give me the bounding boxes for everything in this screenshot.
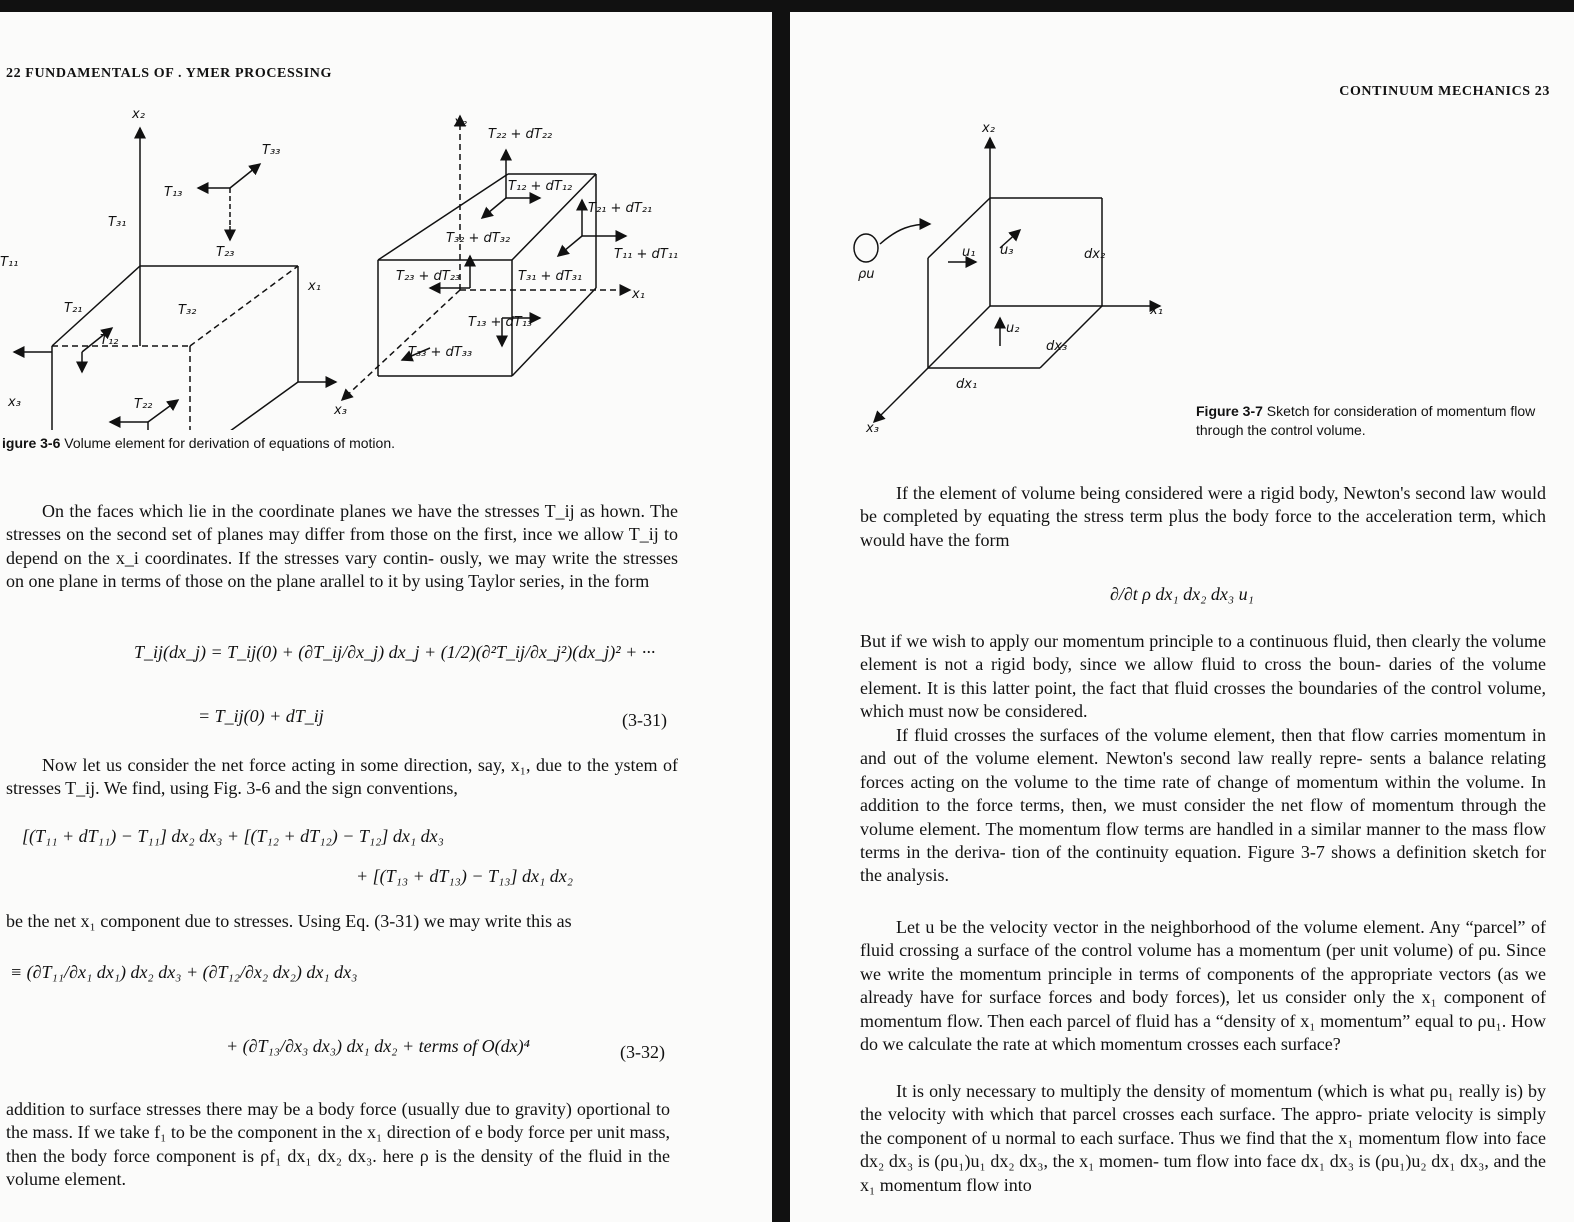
fig6-T11-left: T₁₁: [0, 255, 19, 270]
figure-3-7-text: Sketch for consideration of momentum flow through the control volume.: [1196, 403, 1536, 438]
scan-shadow-right: [790, 0, 1574, 12]
fig7-dx3: dx₃: [1046, 339, 1068, 354]
eq-3-31-line-1: T_ij(dx_j) = T_ij(0) + (∂T_ij/∂x_j) dx_j + (1/2)(∂²T_ij/∂x_j²)(dx_j)² + ···: [134, 642, 656, 662]
fig6-dT32: T₃₂ + dT₃₂: [446, 231, 511, 246]
left-paragraph-3: be the net x₁ component due to stresses. Using Eq. (3-31) we may write this as: [6, 911, 572, 931]
fig6-T23-left: T₂₃: [216, 245, 235, 260]
fig6-dT22: T₂₂ + dT₂₂: [488, 127, 553, 142]
fig6-x1-left: x₁: [308, 279, 321, 294]
scan-shadow: [0, 0, 772, 12]
fig7-x2: x₂: [982, 121, 995, 136]
eq-3-32-line-2: + (∂T₁₃/∂x₃ dx₃) dx₁ dx₂ + terms of O(dx)⁴: [226, 1036, 530, 1056]
fig7-x3: x₃: [866, 421, 879, 436]
fig6-T21-left: T₂₁: [64, 301, 83, 316]
right-paragraph-3: If fluid crosses the surfaces of the volume element, then that flow carries momentum in and out of the volume element. Newton's second law really repre- sents a balance relating forces acting on the volume to the time rate of change of momentum within the volume. In addition to the force terms, then, we must consider the net flow of momentum through the volume element. The momentum flow terms are handled in a similar manner to the mass flow terms in the deriva- tion of the continuity equation. Figure 3-7 shows a definition sketch for the analysis.: [860, 725, 1546, 886]
fig6-dT11: T₁₁ + dT₁₁: [614, 247, 679, 262]
fig7-rho-u: ρu: [858, 267, 875, 282]
fig6-dT21: T₂₁ + dT₂₁: [588, 201, 653, 216]
fig6-T22-left: T₂₂: [134, 397, 153, 412]
fig6-dT13: T₁₃ + dT₁₃: [468, 315, 533, 330]
right-paragraph-2: But if we wish to apply our momentum principle to a continuous fluid, then clearly the volume element is not a rigid body, since we allow fluid to cross the boun- daries of the volume element. It is this latter point, the fact that fluid crosses the boundaries of the control volume, which must now be considered.: [860, 631, 1546, 722]
right-paragraph-5: It is only necessary to multiply the density of momentum (which is what ρu₁ really is) by the velocity with which that parcel crosses each surface. The appro- priate velocity is simply the component of u normal to each surface. Thus we find that the x₁ momentum flow into face dx₂ dx₃ is (ρu₁)u₁ dx₂ dx₃, the x₁ momen- tum flow into face dx₁ dx₃ is (ρu₁)u₂ dx₁ dx₃, and the x₁ momentum flow into: [860, 1081, 1546, 1195]
right-page: [790, 0, 1574, 1222]
left-paragraph-4: addition to surface stresses there may be a body force (usually due to gravity) oportional to the mass. If we take f₁ to be the component in the x₁ direction of e body force per unit mass, then the body force component is ρf₁ dx₁ dx₂ dx₃. here ρ is the density of the fluid in the volume element.: [6, 1099, 670, 1190]
fig7-x1: x₁: [1150, 303, 1163, 318]
figure-3-7-diagram: [850, 118, 1450, 438]
figure-3-6-text: Volume element for derivation of equations of motion.: [64, 435, 395, 451]
left-paragraph-2: Now let us consider the net force acting in some direction, say, x₁, due to the ystem of stresses T_ij. We find, using Fig. 3-6 and the sign conventions,: [6, 755, 678, 799]
running-head-right: CONTINUUM MECHANICS 23: [1339, 84, 1550, 99]
fig6-x2-right: x₂: [454, 115, 467, 130]
fig7-u3: u₃: [1000, 243, 1014, 258]
fig6-T33-left: T₃₃: [262, 143, 281, 158]
acceleration-term: ∂/∂t ρ dx₁ dx₂ dx₃ u₁: [1110, 584, 1254, 604]
force-sum-line-2: + [(T₁₃ + dT₁₃) − T₁₃] dx₁ dx₂: [356, 866, 574, 886]
figure-3-7-caption: [1196, 402, 1556, 440]
fig7-u1: u₁: [962, 245, 976, 260]
fig6-dT23: T₂₃ + dT₂₃: [396, 269, 461, 284]
fig6-x1-right: x₁: [632, 287, 645, 302]
left-page: [0, 0, 772, 1222]
left-paragraph-1: On the faces which lie in the coordinate planes we have the stresses T_ij as hown. The stresses on the second set of planes may differ from those on the first, ince we allow T_ij to depend on the x_i coordinates. If the stresses vary contin- ously, we may write the stresses on one plane in terms of those on the plane arallel to it by using Taylor series, in the form: [6, 501, 678, 592]
fig6-dT12: T₁₂ + dT₁₂: [508, 179, 573, 194]
fig6-dT33: T₃₃ + dT₃₃: [408, 345, 473, 360]
right-paragraph-1: If the element of volume being considered were a rigid body, Newton's second law would be completed by equating the stress term plus the body force to the acceleration term, which would have the form: [860, 483, 1546, 550]
fig6-x3-right: x₃: [334, 403, 347, 418]
fig6-x3-left: x₃: [8, 395, 21, 410]
fig6-T32-left: T₃₂: [178, 303, 197, 318]
right-paragraph-4: Let u be the velocity vector in the neighborhood of the volume element. Any “parcel” of fluid crossing a surface of the control volume has a momentum (per unit volume) of ρu. Since we write the momentum principle in terms of components of the appropriate vectors (as we already have for surface forces and body forces), let us consider only the x₁ component of momentum flow. Then each parcel of fluid has a “density of x₁ momentum” equal to ρu₁. How do we calculate the rate at which momentum crosses each surface?: [860, 917, 1546, 1055]
running-head-left: 22 FUNDAMENTALS OF . YMER PROCESSING: [6, 66, 332, 81]
figure-3-6-caption: [2, 434, 762, 453]
fig6-x2-left: x₂: [132, 107, 145, 122]
fig6-T13-left: T₁₃: [164, 185, 183, 200]
book-gutter: [772, 0, 790, 1222]
fig7-u2: u₂: [1006, 321, 1020, 336]
eq-3-32-line-1: ≡ (∂T₁₁/∂x₁ dx₁) dx₂ dx₃ + (∂T₁₂/∂x₂ dx₂) dx₁ dx₃: [10, 962, 358, 982]
force-sum-line-1: [(T₁₁ + dT₁₁) − T₁₁] dx₂ dx₃ + [(T₁₂ + dT₁₂) − T₁₂] dx₁ dx₃: [22, 826, 444, 846]
eq-3-31-number: (3-31): [622, 710, 667, 730]
fig6-T31-left: T₃₁: [108, 215, 127, 230]
fig6-dT31: T₃₁ + dT₃₁: [518, 269, 583, 284]
fig7-dx1: dx₁: [956, 377, 978, 392]
figure-3-6-diagram: [0, 100, 772, 430]
eq-3-32-number: (3-32): [620, 1042, 665, 1062]
figure-3-7-label: Figure 3-7: [1196, 403, 1263, 419]
fig6-T12-left: T₁₂: [100, 333, 119, 348]
eq-3-31-line-2: = T_ij(0) + dT_ij: [198, 706, 324, 726]
figure-3-6-label: igure 3-6: [2, 435, 61, 451]
fig7-dx2: dx₂: [1084, 247, 1106, 262]
